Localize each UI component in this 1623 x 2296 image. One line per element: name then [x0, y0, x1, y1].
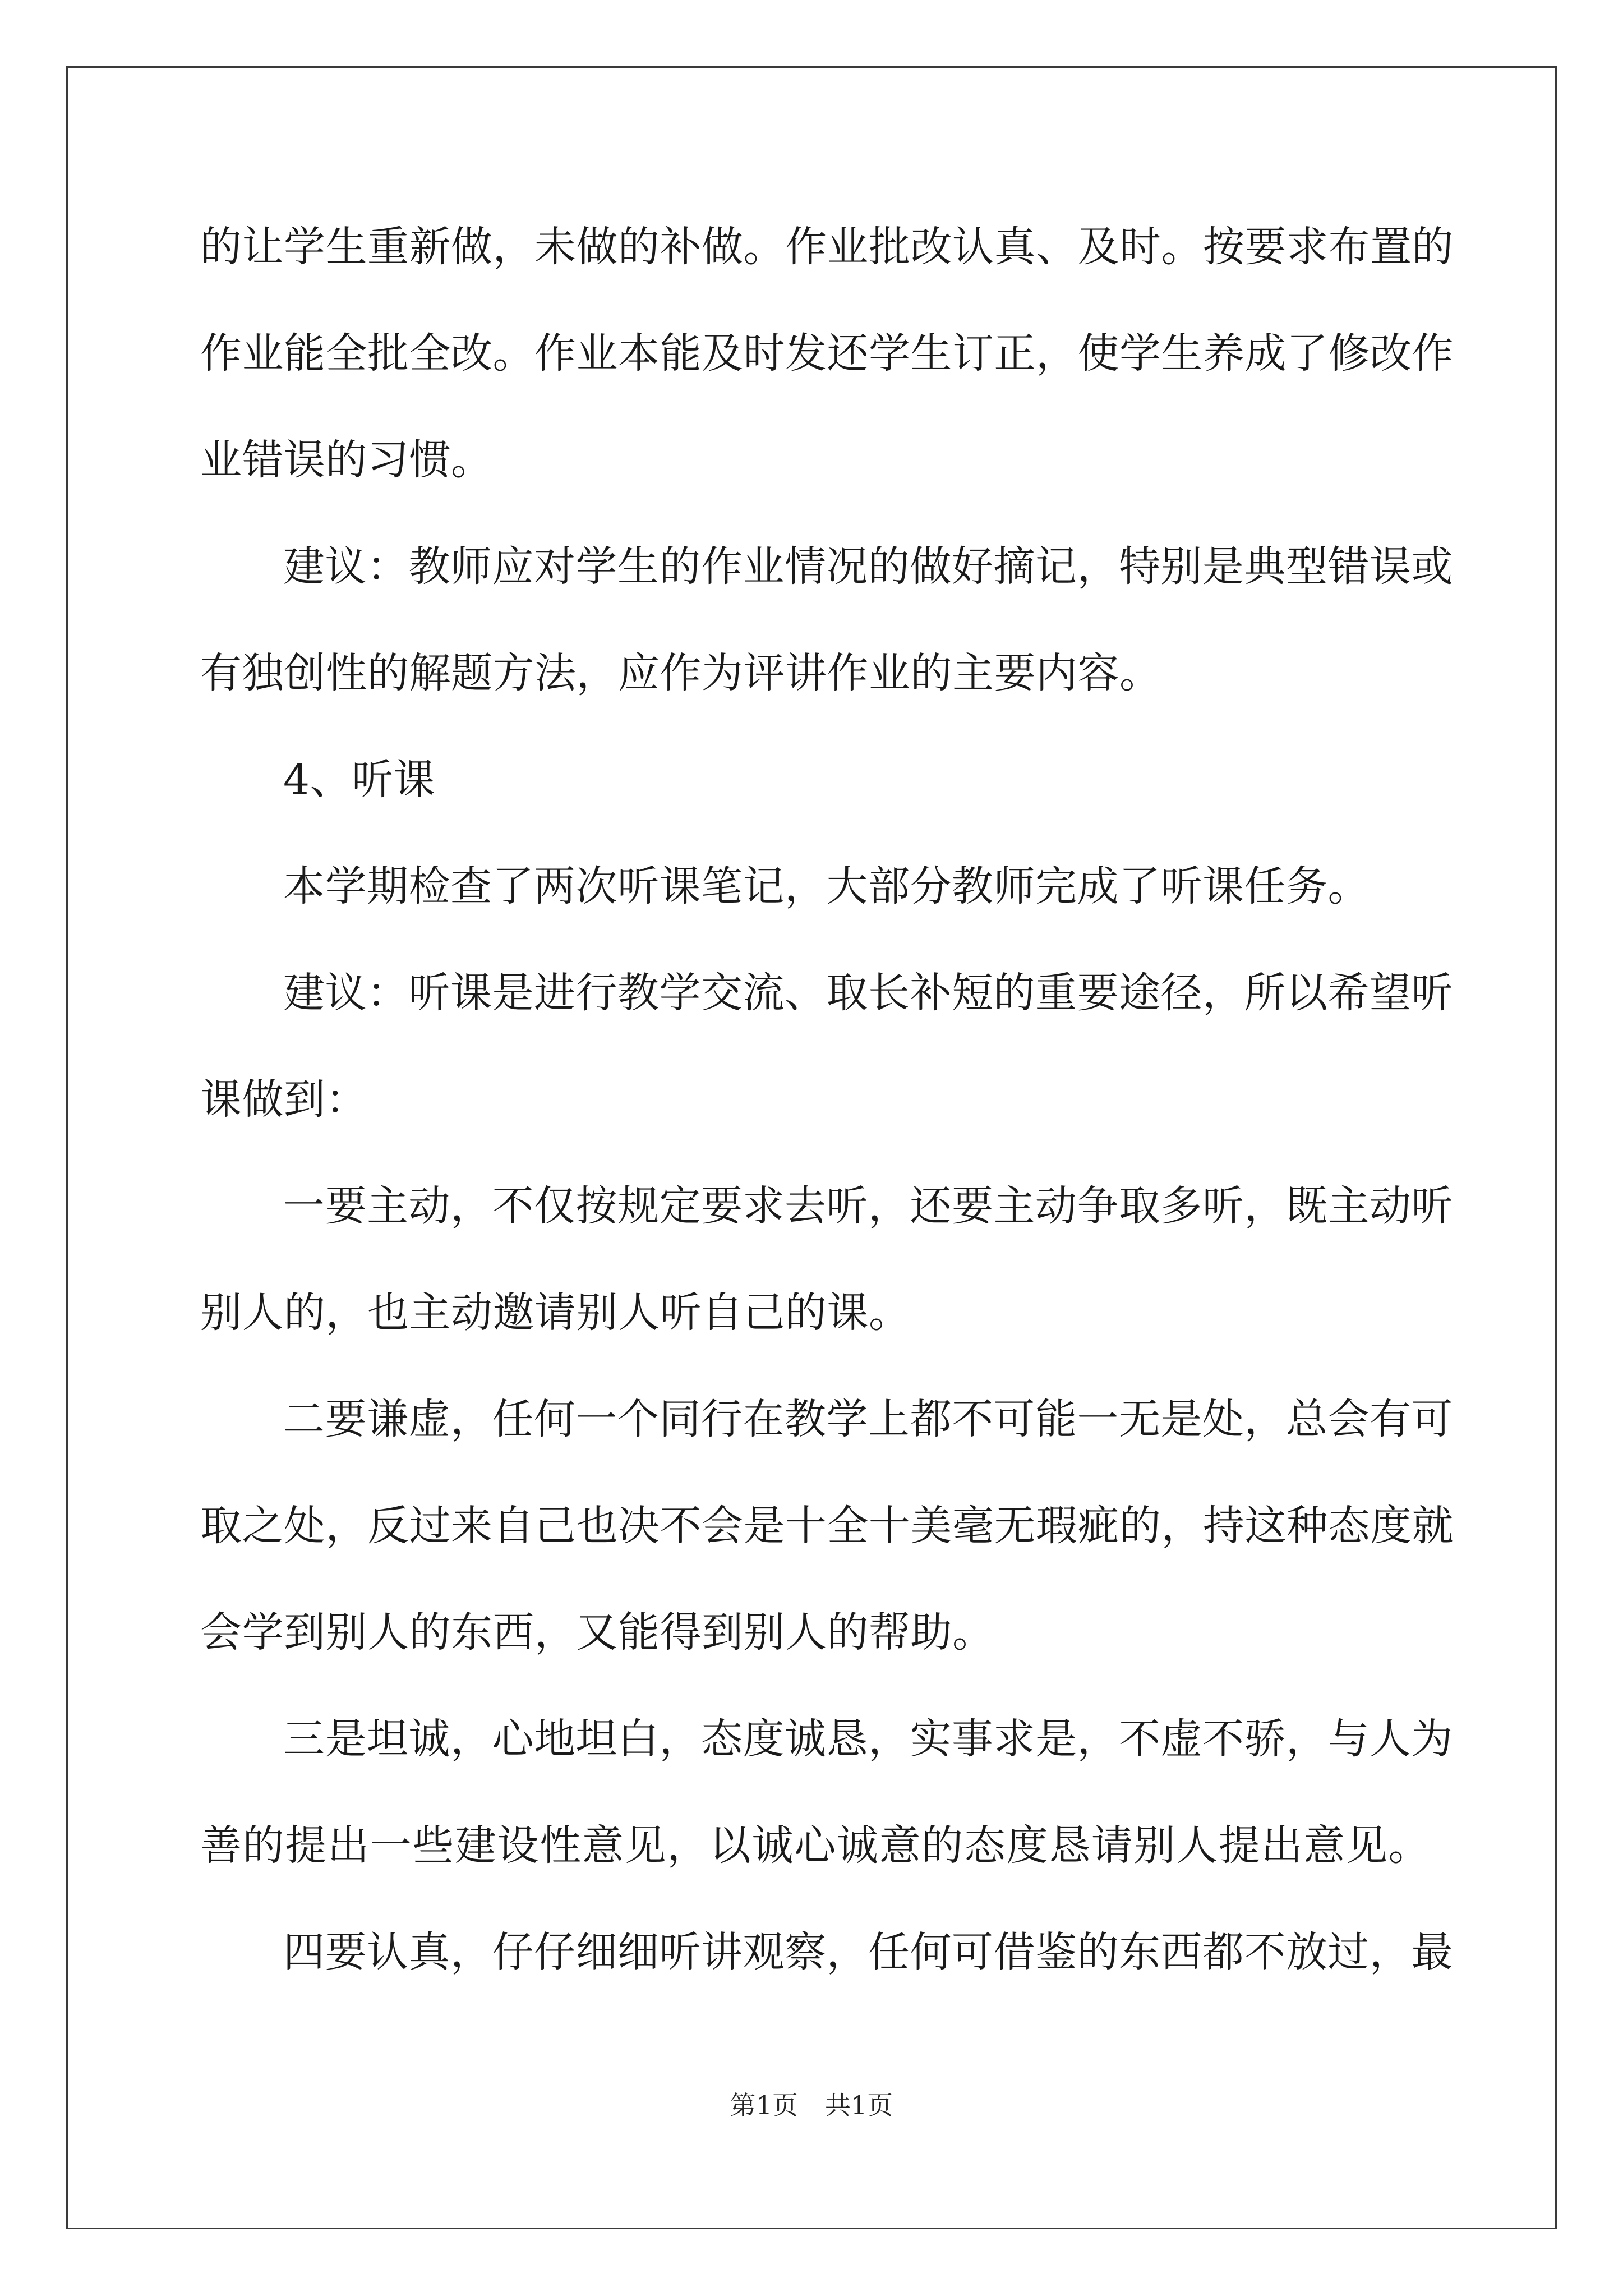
text-line: 有独创性的解题方法，应作为评讲作业的主要内容。	[200, 649, 1161, 697]
text-line: 三是坦诚，心地坦白，态度诚恳，实事求是，不虚不骄，与人为	[283, 1715, 1453, 1763]
text-line: 二要谦虚，任何一个同行在教学上都不可能一无是处，总会有可	[283, 1395, 1453, 1443]
page-total: 共1页	[825, 2090, 893, 2120]
text-line: 取之处，反过来自己也决不会是十全十美毫无瑕疵的，持这种态度就	[200, 1502, 1454, 1550]
text-line: 本学期检查了两次听课笔记，大部分教师完成了听课任务。	[283, 862, 1370, 910]
text-line: 别人的，也主动邀请别人听自己的课。	[200, 1289, 911, 1337]
page-border	[66, 66, 1557, 2229]
text-line: 的让学生重新做，未做的补做。作业批改认真、及时。按要求布置的	[200, 223, 1454, 271]
text-line: 课做到：	[200, 1075, 367, 1124]
text-line: 善的提出一些建设性意见，以诚心诚意的态度恳请别人提出意见。	[200, 1821, 1430, 1870]
text-line: 建议：教师应对学生的作业情况的做好摘记，特别是典型错误或	[283, 542, 1453, 591]
text-line: 四要认真，仔仔细细听讲观察，任何可借鉴的东西都不放过，最	[283, 1928, 1453, 1976]
text-line: 一要主动，不仅按规定要求去听，还要主动争取多听，既主动听	[283, 1182, 1453, 1230]
text-line: 作业能全批全改。作业本能及时发还学生订正，使学生养成了修改作	[200, 329, 1454, 378]
text-line: 会学到别人的东西，又能得到别人的帮助。	[200, 1608, 994, 1657]
page-footer	[0, 2088, 1623, 2122]
section-heading: 4、听课	[283, 756, 436, 804]
text-line: 业错误的习惯。	[200, 436, 493, 484]
page-number: 第1页	[730, 2090, 798, 2120]
text-line: 建议：听课是进行教学交流、取长补短的重要途径，所以希望听	[283, 969, 1453, 1017]
